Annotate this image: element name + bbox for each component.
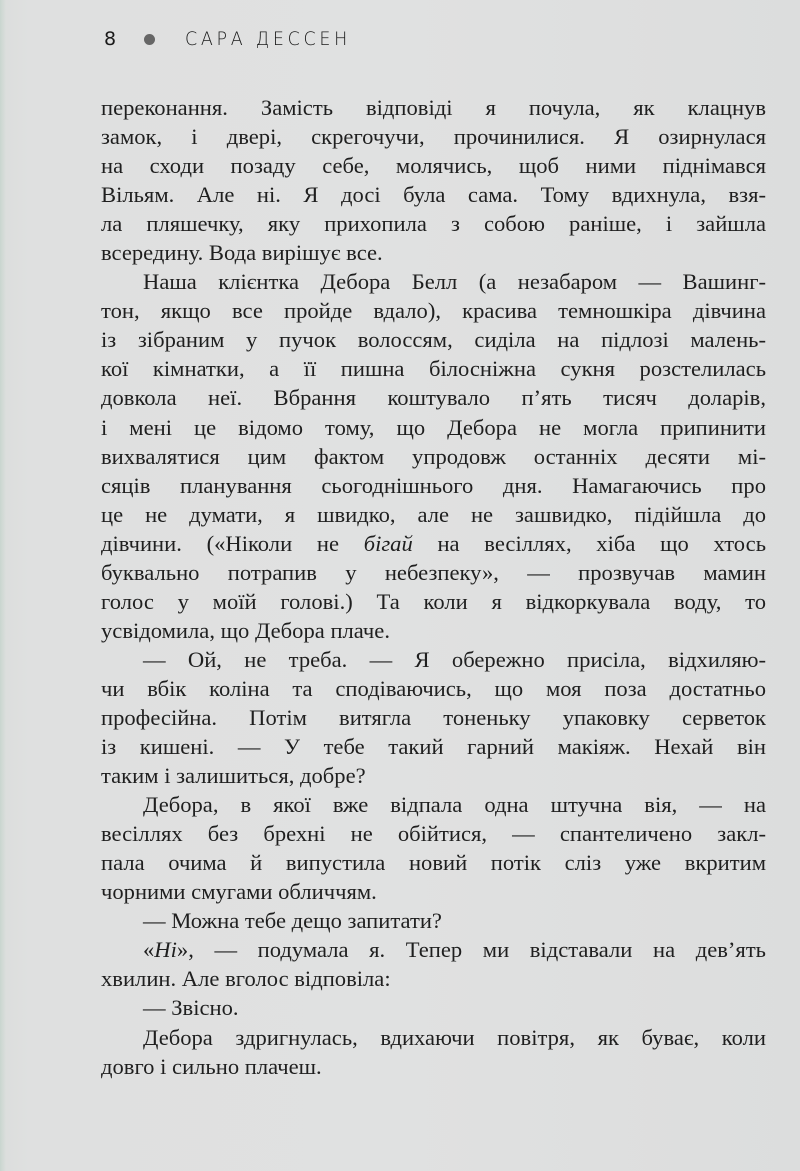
body-text [101, 93, 766, 1081]
text-line: Дебора, в якої вже відпала одна штучна вія, — на [143, 792, 766, 818]
text-line: всередину. Вода вирішує все. [101, 240, 383, 266]
text-line: буквально потрапив у небезпеку», — прозвучав мамин [101, 559, 766, 585]
text-line: професійна. Потім витягла тоненьку упаковку серветок [101, 704, 766, 730]
text-line: із зібраним у пучок волоссям, сиділа на підлозі малень- [101, 327, 766, 353]
text-line: весіллях без брехні не обійтися, — спантеличено закл- [101, 821, 766, 847]
text-line: Вільям. Але ні. Я досі була сама. Тому вдихнула, взя- [101, 182, 766, 208]
text-line: це не думати, я швидко, але не зашвидко, підійшла до [101, 501, 766, 527]
text-line: сяців планування сьогоднішнього дня. Намагаючись про [101, 472, 766, 498]
text-line: голос у моїй голові.) Та коли я відкоркувала воду, то [101, 588, 766, 614]
text-line: чи вбік коліна та сподіваючись, що моя поза достатньо [101, 675, 766, 701]
text-line: кої кімнатки, а її пишна білосніжна сукня розстелилась [101, 356, 766, 382]
text-line: чорними смугами обличчям. [101, 879, 377, 905]
text-segment: « [143, 937, 155, 963]
text-segment: », — подумала я. Тепер ми відставали на дев’ять [176, 937, 766, 963]
text-line: довго і сильно плачеш. [101, 1053, 322, 1079]
text-line: пала очима й випустила новий потік сліз уже вкритим [101, 850, 766, 876]
text-line: на сходи позаду себе, молячись, щоб ними піднімався [101, 153, 766, 179]
text-line: — Ой, не треба. — Я обережно присіла, відхиляю- [143, 646, 766, 672]
text-line [101, 529, 766, 558]
text-line: тон, якщо все пройде вдало), красива темношкіра дівчина [101, 298, 766, 324]
text-line: із кишені. — У тебе такий гарний макіяж. Нехай він [101, 734, 766, 760]
text-line: усвідомила, що Дебора плаче. [101, 617, 390, 643]
text-line [101, 935, 766, 964]
text-segment: дівчини. («Ніколи не [101, 530, 364, 556]
bullet-separator-icon [144, 34, 155, 45]
running-head [104, 28, 365, 50]
text-line: ла пляшечку, яку прихопила з собою раніше, і зайшла [101, 211, 766, 237]
text-line: переконання. Замість відповіді я почула, як клацнув [101, 95, 766, 120]
emphasized-text: Ні [154, 937, 177, 963]
text-line: Дебора здригнулась, вдихаючи повітря, як буває, коли [143, 1024, 766, 1050]
text-line: і мені це відомо тому, що Дебора не могла припинити [101, 414, 766, 440]
text-line: Наша клієнтка Дебора Белл (а незабаром — Вашинг- [143, 269, 766, 295]
author-name: САРА ДЕССЕН [185, 28, 352, 50]
text-line: — Можна тебе дещо запитати? [143, 908, 442, 934]
text-line: вихвалятися цим фактом упродовж останніх десяти мі- [101, 443, 766, 469]
text-segment: на весіллях, хіба що хтось [412, 530, 766, 556]
text-line: таким і залишиться, добре? [101, 763, 366, 789]
text-line: довкола неї. Вбрання коштувало п’ять тисяч доларів, [101, 385, 766, 411]
text-line: хвилин. Але вголос відповіла: [101, 966, 391, 992]
emphasized-text: бігай [363, 530, 413, 556]
text-line: замок, і двері, скрегочучи, прочинилися. Я озирнулася [101, 124, 766, 150]
text-line: — Звісно. [143, 995, 239, 1021]
page-number: 8 [104, 28, 117, 50]
